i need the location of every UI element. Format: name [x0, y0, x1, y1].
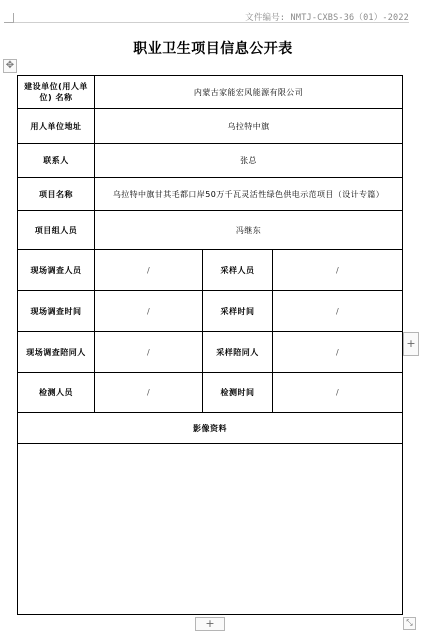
header-rule [10, 22, 409, 23]
project-team-value[interactable]: 冯继东 [95, 211, 403, 250]
survey-time-value[interactable]: / [95, 291, 203, 332]
add-column-button[interactable]: + [403, 332, 419, 356]
table-resize-handle-icon[interactable]: ⤡ [403, 617, 416, 630]
employer-address-value[interactable]: 乌拉特中旗 [95, 109, 403, 144]
table-row-contact [18, 144, 403, 178]
page-title: 职业卫生项目信息公开表 [133, 41, 293, 57]
testing-staff-value[interactable]: / [95, 373, 203, 413]
table-row-testing [18, 373, 403, 413]
employer-name-value[interactable]: 内蒙古家能宏风能源有限公司 [95, 76, 403, 109]
project-team-label: 项目组人员 [18, 211, 95, 250]
employer-name-label: 建设单位(用人单位) 名称 [18, 76, 95, 109]
testing-time-label: 检测时间 [203, 373, 273, 413]
table-row-address [18, 109, 403, 144]
sampling-time-label: 采样时间 [203, 291, 273, 332]
survey-staff-label: 现场调查人员 [18, 250, 95, 291]
table-row-images [18, 413, 403, 444]
sampling-staff-value[interactable]: / [273, 250, 403, 291]
table-move-handle-icon[interactable]: ✥ [3, 59, 17, 73]
sampling-escort-label: 采样陪同人 [203, 332, 273, 373]
contact-label: 联系人 [18, 144, 95, 178]
survey-time-label: 现场调查时间 [18, 291, 95, 332]
table-row-survey-staff [18, 250, 403, 291]
table-row-team [18, 211, 403, 250]
project-name-label: 项目名称 [18, 178, 95, 211]
table-row-employer [18, 76, 403, 109]
table-row-survey-escort [18, 332, 403, 373]
document-number: 文件编号: NMTJ-CXBS-36（01）-2022 [245, 13, 409, 23]
survey-staff-value[interactable]: / [95, 250, 203, 291]
contact-value[interactable]: 张总 [95, 144, 403, 178]
images-area[interactable] [18, 444, 403, 615]
margin-corner-mark [4, 13, 14, 23]
table-row-survey-time [18, 291, 403, 332]
project-info-table [17, 75, 403, 615]
sampling-time-value[interactable]: / [273, 291, 403, 332]
sampling-escort-value[interactable]: / [273, 332, 403, 373]
sampling-staff-label: 采样人员 [203, 250, 273, 291]
testing-staff-label: 检测人员 [18, 373, 95, 413]
survey-escort-value[interactable]: / [95, 332, 203, 373]
table-row-project [18, 178, 403, 211]
images-section-label: 影像资料 [18, 413, 403, 444]
add-row-button[interactable]: + [195, 617, 225, 631]
testing-time-value[interactable]: / [273, 373, 403, 413]
table-row-images-area [18, 444, 403, 615]
survey-escort-label: 现场调查陪同人 [18, 332, 95, 373]
employer-address-label: 用人单位地址 [18, 109, 95, 144]
project-name-value[interactable]: 乌拉特中旗甘其毛都口岸50万千瓦灵活性绿色供电示范项目（设计专篇） [95, 178, 403, 211]
